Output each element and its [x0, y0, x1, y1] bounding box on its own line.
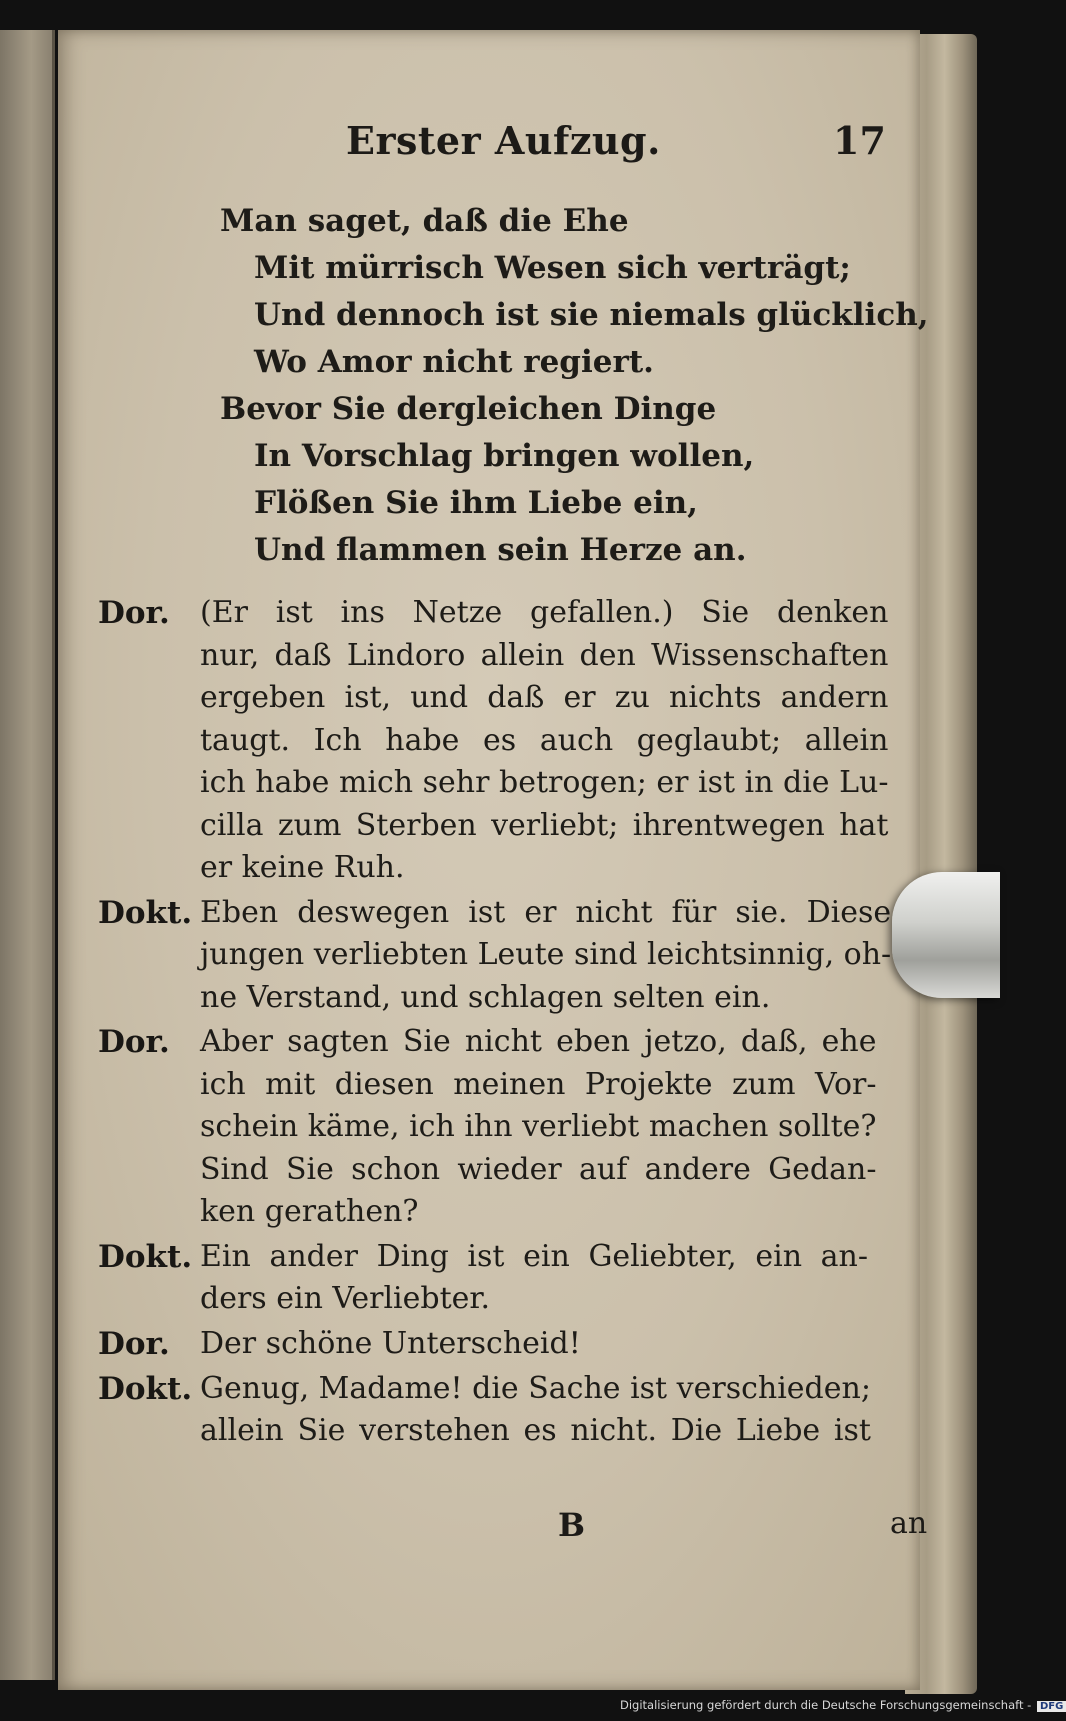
text-line: ich mit diesen meinen Projekte zum Vor- — [200, 1066, 877, 1102]
text-line: Aber sagten Sie nicht eben jetzo, daß, ehe — [200, 1024, 877, 1059]
speaker-label: Dokt. — [98, 894, 193, 931]
verse-line: Bevor Sie dergleichen Dinge — [220, 391, 717, 427]
speaker-label: Dokt. — [98, 1370, 193, 1407]
verse-line: Und dennoch ist sie niemals glücklich, — [254, 297, 929, 333]
left-page-edge — [0, 30, 55, 1680]
book-page — [58, 30, 929, 1690]
speaker-label: Dor. — [98, 595, 170, 631]
page-number: 17 — [833, 118, 886, 163]
text-line: nur, daß Lindoro allein den Wissenschaften — [200, 637, 889, 673]
speaker-label: Dokt. — [98, 1238, 193, 1275]
dfg-logo: DFG — [1037, 1701, 1066, 1712]
speech-text — [200, 592, 888, 890]
verse-line: Und flammen sein Herze an. — [254, 532, 747, 568]
speech — [98, 1236, 868, 1321]
speech — [98, 1368, 871, 1453]
verse-stanza-1 — [220, 198, 929, 386]
speech — [98, 892, 892, 1020]
speaker-label: Dor. — [98, 1325, 170, 1362]
running-title: Erster Aufzug. — [346, 118, 661, 163]
text-line: ergeben ist, und daß er zu nichts andern — [200, 680, 889, 715]
text-line: jungen verliebten Leute sind leichtsinnig, oh- — [200, 937, 892, 972]
verse-line: Flößen Sie ihm Liebe ein, — [254, 485, 698, 521]
text-line: (Er ist ins Netze gefallen.) Sie denken — [200, 595, 889, 630]
text-line: Der schöne Unterscheid! — [200, 1325, 581, 1361]
text-line: ne Verstand, und schlagen selten ein. — [200, 979, 771, 1015]
verse-line: Mit mürrisch Wesen sich verträgt; — [254, 250, 851, 286]
text-line: schein käme, ich ihn verliebt machen sollte? — [200, 1109, 877, 1144]
verse-line: Man saget, daß die Ehe — [220, 203, 629, 239]
footer-text: Digitalisierung gefördert durch die Deutsche Forschungsgemeinschaft - — [620, 1698, 1032, 1712]
page-clip — [892, 872, 1000, 998]
text-line: Eben deswegen ist er nicht für sie. Diese — [200, 894, 892, 930]
verse-stanza-2 — [220, 386, 754, 574]
verse-line: Wo Amor nicht regiert. — [254, 344, 654, 380]
speech — [98, 1323, 868, 1366]
text-line: allein Sie verstehen es nicht. Die Liebe ist — [200, 1413, 871, 1448]
text-line: ders ein Verliebter. — [200, 1281, 490, 1316]
text-line: Genug, Madame! die Sache ist verschieden; — [200, 1370, 871, 1406]
text-line: ich habe mich sehr betrogen; er ist in die Lu- — [200, 765, 889, 800]
text-line: er keine Ruh. — [200, 850, 405, 885]
catchwords — [58, 1506, 928, 1550]
speaker-label: Dor. — [98, 1024, 170, 1060]
page-header — [58, 118, 920, 174]
text-line: Ein ander Ding ist ein Geliebter, ein an- — [200, 1238, 868, 1274]
speech — [98, 1021, 877, 1234]
signature-mark: B — [558, 1506, 586, 1544]
text-line: taugt. Ich habe es auch geglaubt; allein — [200, 722, 889, 758]
speech-text — [200, 1021, 876, 1234]
verse-line: In Vorschlag bringen wollen, — [254, 438, 755, 474]
speech-text — [200, 892, 891, 1020]
speech — [98, 592, 889, 890]
catchword: an — [890, 1506, 928, 1541]
dialogue — [98, 592, 892, 1455]
footer-credit — [620, 1698, 1064, 1718]
speech-text — [200, 1368, 871, 1453]
text-line: Sind Sie schon wieder auf andere Gedan- — [200, 1151, 877, 1187]
text-line: ken gerathen? — [200, 1194, 419, 1229]
text-line: cilla zum Sterben verliebt; ihrentwegen hat — [200, 807, 889, 843]
speech-text — [200, 1323, 868, 1366]
speech-text — [200, 1236, 868, 1321]
